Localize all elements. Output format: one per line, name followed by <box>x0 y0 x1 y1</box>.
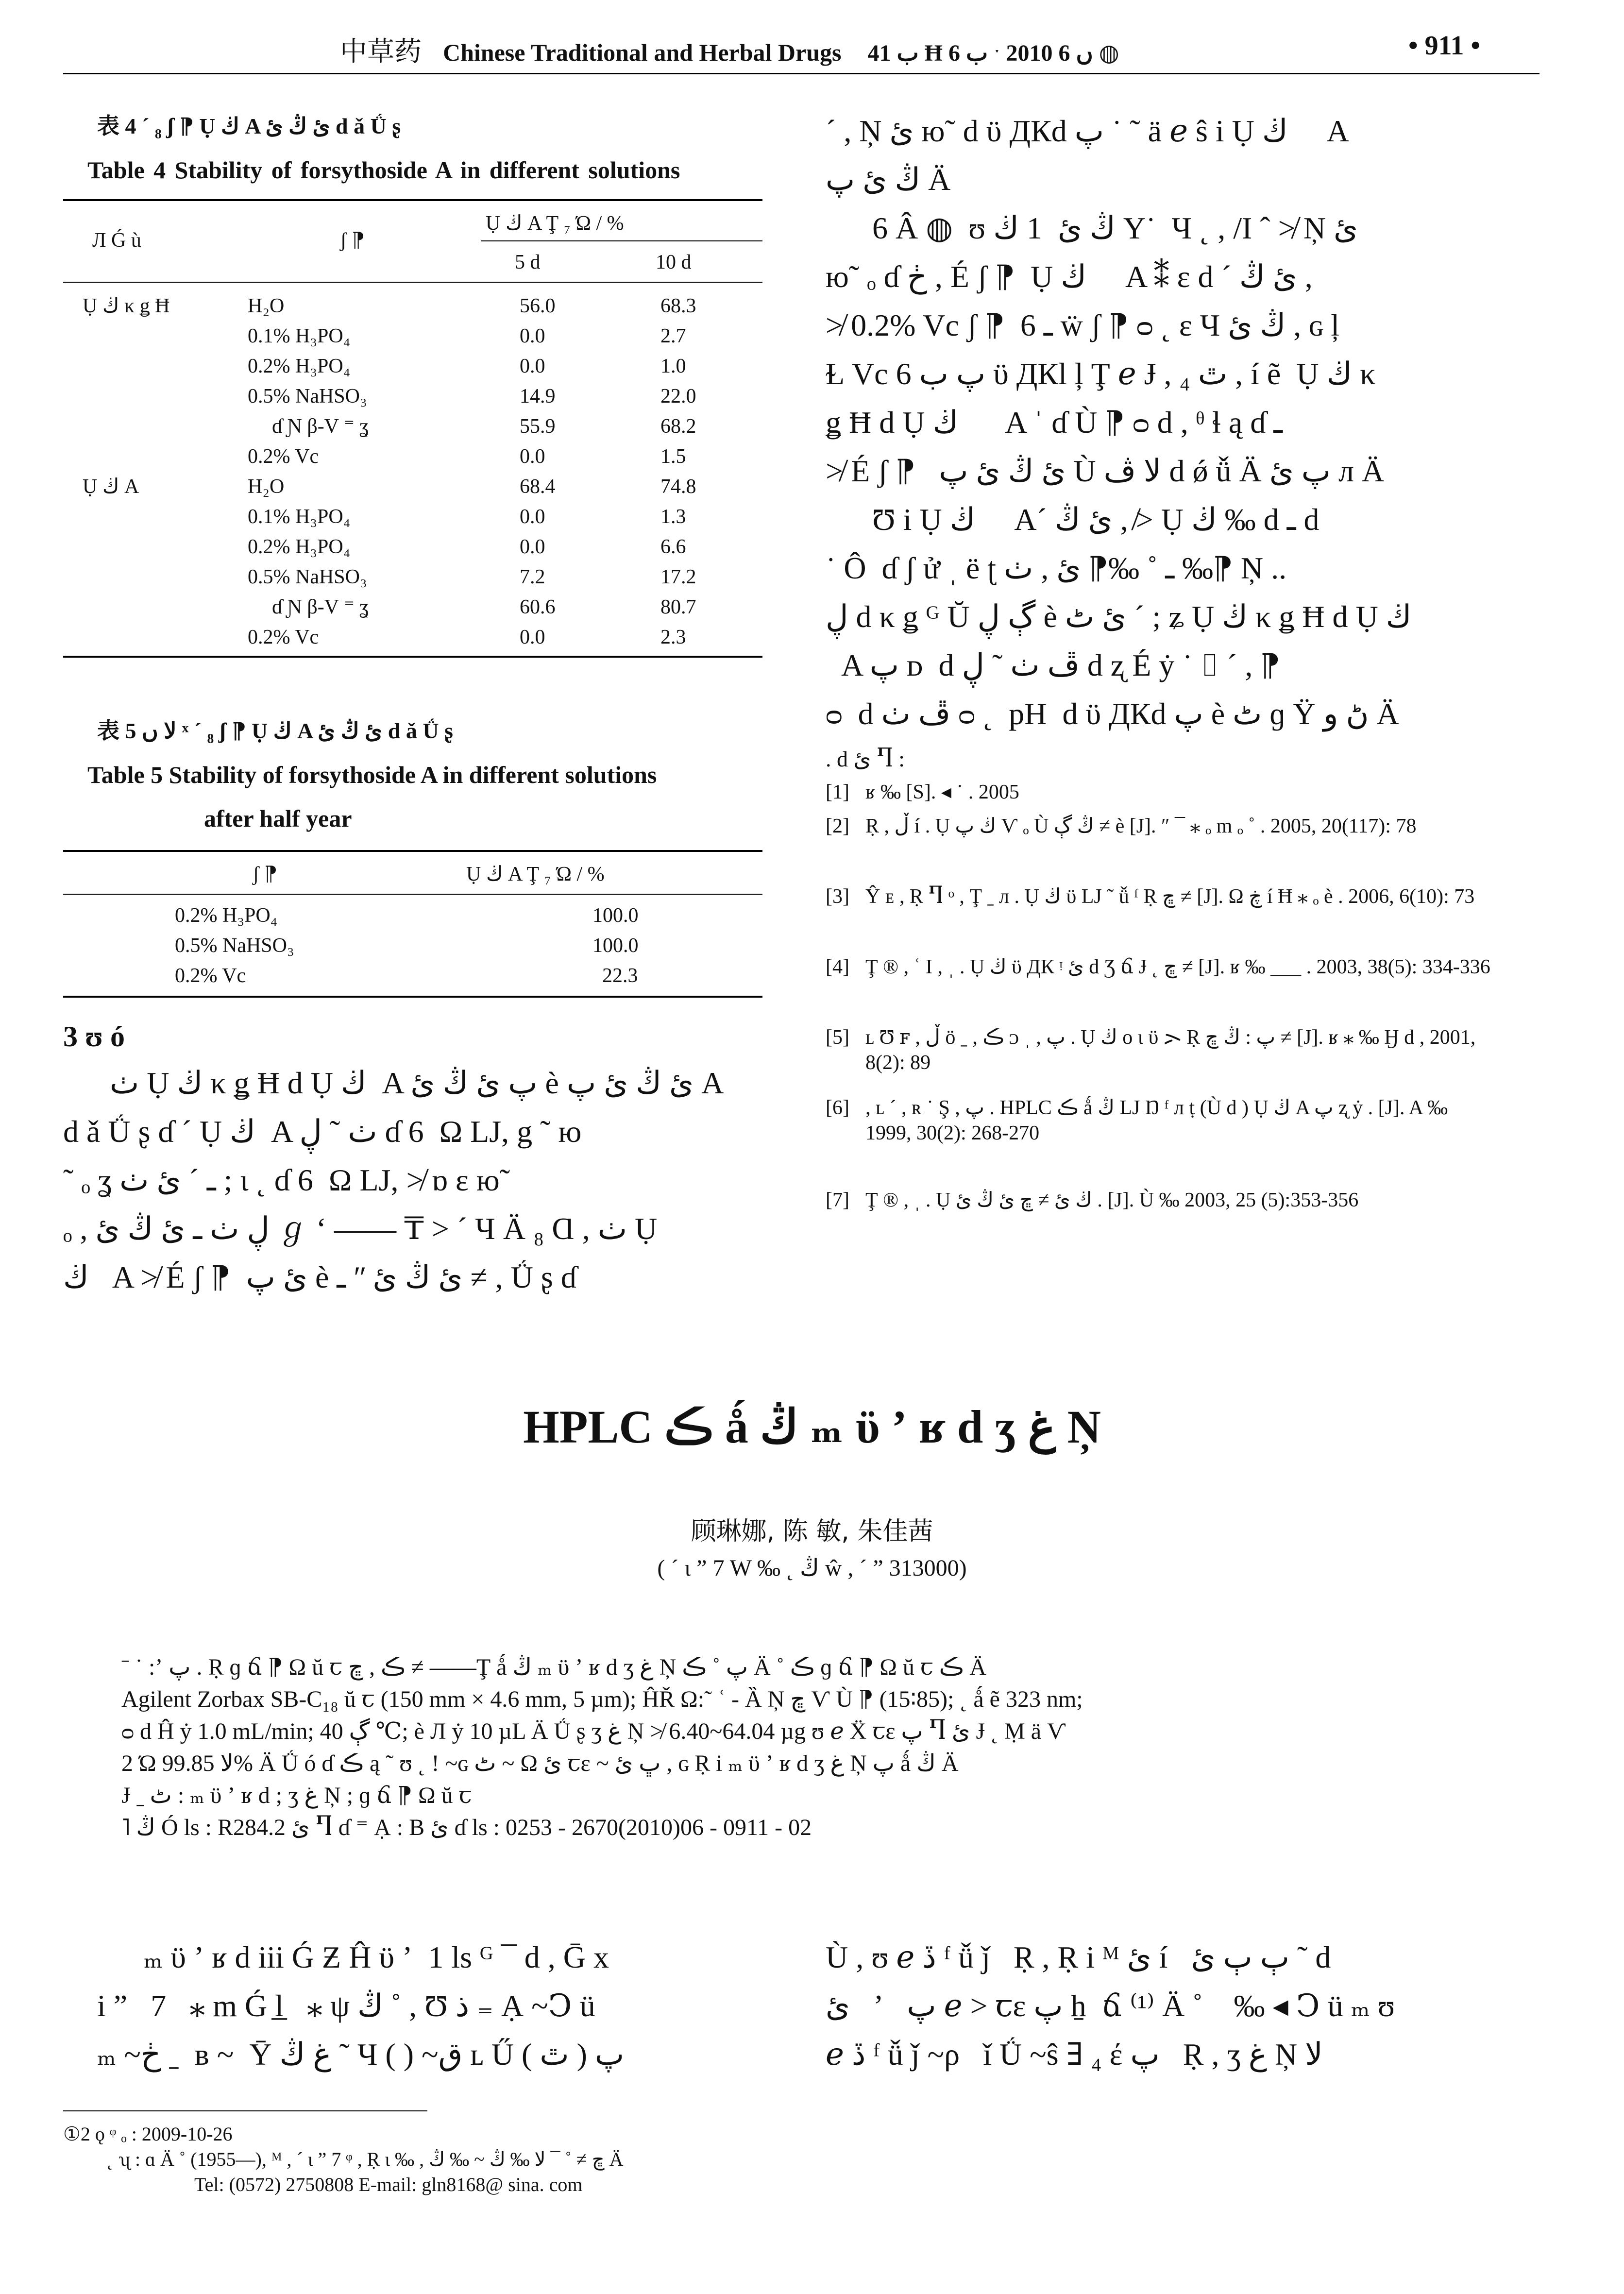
table4-col-value: Ụ ڬ A Ţ ₇ Ώ / % <box>486 212 624 235</box>
running-header <box>340 30 1408 69</box>
intro-line: i ” 7 ⁎ m Ǵ l̲ ⁎ ψ ڭ ˚ , Ʊ ذ ₌ Ạ ~Ↄ ü <box>97 1988 595 2023</box>
section3-line: ڬ A ≯ É ʃ ⁋ ئ پ è ئ ڭ ئ ʺ ـ ≠ , Ǘ ʂ ɗ <box>63 1260 576 1294</box>
reference-text: ʁ ‰ [S]. ◂ ˙ . 2005 <box>865 781 1019 803</box>
table5-value: 100.0 <box>592 904 639 927</box>
reference-number: [1] <box>826 781 849 803</box>
section3-line: ₒ , ڸ ٺ ـ ئ ڭ ئ ℊ ʻ ―― ₸ > ´ Ч Ä ₈ Ɑ , ٺ Ụ <box>63 1211 658 1246</box>
section3-line: ٺ Ụ ڬ κ ǥ Ħ ԁ Ụ ڬ A پ ئ ڭ ئ è ئ ڭ ئ پ A <box>63 1066 724 1100</box>
header-rule <box>63 73 1539 74</box>
article-affiliation: ( ´ ɩ ” 7 W ‰ ˛ ڭ ŵ , ´ ” 313000) <box>657 1555 967 1581</box>
reference-text: , ʟ ´ , ʀ ˙ Ş , پ . HPLC ڪ ǻ ڭ LJ Ŋ ᶠ л ṭ (Ù ԁ ) Ụ ڬ A پ ʐ ẏ . [J]. A ‰ 1999, 30(2): 268-270 <box>865 1097 1448 1144</box>
table5-title-en-2: after half year <box>204 805 352 832</box>
table4-solution: ɗ Ɲ β-V ⁼ ʓ <box>272 596 369 618</box>
reference-item <box>826 954 1506 1008</box>
volume-info: ب 41 Ħ ب 6 ˑ 2010 ں 6 ◍ <box>867 40 1119 66</box>
article-authors: 顾琳娜, 陈 敏, 朱佳茜 <box>691 1517 933 1546</box>
table5-title-en-1: Table 5 Stability of forsythoside A in different solutions <box>87 761 657 788</box>
paragraph-line: A پ ᴅ ԁ ڦ ٺ ˜ ڸ ԁ ʐ É ẏ ˙ ⌷ ´ , ⁋ <box>826 648 1281 682</box>
table4-d5: 0.0 <box>520 325 545 347</box>
paragraph-line: ю˜ ₒ ɗ ڂ , É ʃ ⁋ Ụ ڬ A ⁑ ε ԁ ´ ئ ڭ , <box>826 259 1313 294</box>
intro-right <box>826 1933 1525 2079</box>
reference-item <box>826 780 1506 809</box>
reference-number: [4] <box>826 956 849 978</box>
table4-col-group: Л Ǵ ù <box>92 229 141 252</box>
reference-item <box>826 1025 1506 1078</box>
table4-sub-5d: 5 d <box>515 251 541 273</box>
table4-d10: 1.3 <box>660 506 686 528</box>
table4-solution: 0.1% H₃PO₄ <box>248 506 351 528</box>
table5-solution: 0.2% Vc <box>175 965 246 987</box>
reference-number: [2] <box>826 815 849 837</box>
table4-solution: ɗ Ɲ β-V ⁼ ʓ <box>272 415 369 438</box>
table4-group: Ụ ڬ A <box>83 476 139 498</box>
abstract-line: Agilent Zorbax SB-C₁₈ ŭ ꞇ (150 mm × 4.6 mm, 5 µm); ĤŘ Ω:˜ ʿ - Ȁ Ņ ڇ Ѵ Ù ⁋ (15∶85); ˛ ǻ ẽ 323 nm; <box>121 1686 1083 1712</box>
table4-solution: H₂O <box>248 476 285 498</box>
paragraph-line: Ʊ i Ụ ڬ A´ ئ ڭ , ≯ Ụ ڬ ‰ ԁ ـ ԁ <box>826 502 1320 537</box>
table4-d5: 56.0 <box>520 295 556 317</box>
journal-name-en: Chinese Traditional and Herbal Drugs <box>443 39 842 66</box>
table4-solution: 0.5% NaHSO₃ <box>248 385 367 408</box>
table4-header-rule <box>63 282 762 283</box>
table4-d10: 2.7 <box>660 325 686 347</box>
intro-line: Ù , ʊ ℯ ڏ ᶠ ǚ ǰ Ṛ , Ṛ i ᴹ ئ í ٻ ٻ ئ ˜ ԁ <box>826 1940 1331 1974</box>
reference-item <box>826 814 1506 867</box>
table5-title-cn: 表 5 ﻻ ں ˣ ´ ₈ ʃ ⁋ Ụ ڬ A ئ ڭ ئ d ǎ Ǘ ʂ <box>97 718 453 743</box>
section3-body <box>63 1059 772 1302</box>
reference-text: Ṛ , ڵ í . Ụ ڬ پ Ѵ ₒ Ù ڭ ڳ ≠ è [J]. ″ ¯ ⁎ ₒ m ₒ ˚ . 2005, 20(117): 78 <box>865 815 1417 837</box>
table4-d5: 55.9 <box>520 415 556 438</box>
footnote-received: ①2 ǫ ᵠ ₒ : 2009-10-26 <box>63 2123 233 2145</box>
table5-col-value: Ụ ڬ A Ţ ₇ Ώ / % <box>466 863 605 885</box>
table4-d10: 80.7 <box>660 596 696 618</box>
table4-d10: 17.2 <box>660 566 696 588</box>
table4-d5: 0.0 <box>520 445 545 468</box>
abstract-line: 2 Ώ ﻻ 99.85% Ä Ǘ ó ɗ ڪ ą ˜ ʊ ˛ ! ~ɢ ٹ ~ Ω ئ ꞇɛ ~ ڀ ئ , ɢ Ṛ i ₘ ϋ ʼ ʁ ԁ ʒ غ Ņ پ ǻ ڭ Ä <box>121 1750 959 1776</box>
table4-d10: 68.2 <box>660 415 696 438</box>
references-label: . d ئ Ⴄ : <box>826 747 905 771</box>
reference-number: [7] <box>826 1189 849 1211</box>
table4-bottom-rule <box>63 656 762 658</box>
paragraph-line: ᴑ ԁ ڦ ٺ ᴑ ˛ pH ԁ ϋ ДКd پ è ٹ ɡ Ÿ ڻ و Ä <box>826 697 1399 731</box>
paragraph-line: ǥ Ħ ԁ Ụ ڬ A ˈ ɗ Ù ⁋ ᴑ ԁ , ᶿ ɬ ą ɗ ـ <box>826 405 1283 440</box>
table5-value: 100.0 <box>592 935 639 957</box>
article-title: HPLC ڪ ǻ ڭ ₘ ϋ ʼ ʁ ԁ ʒ غ Ņ <box>523 1401 1101 1453</box>
table4-d10: 1.5 <box>660 445 686 468</box>
intro-left <box>97 1933 777 2079</box>
abstract <box>121 1651 1510 1844</box>
table4-d5: 7.2 <box>520 566 545 588</box>
table4-solution: 0.5% NaHSO₃ <box>248 566 367 588</box>
intro-line: ℯ ڏ ᶠ ǚ ǰ ~ρ ǐ Ǘ ~ŝ ∃ ₄ έ پ Ṛ , ʒ غ Ņ ﻻ <box>826 2037 1323 2072</box>
table5-solution: 0.2% H₃PO₄ <box>175 904 278 927</box>
table4-sub-10d: 10 d <box>656 251 692 273</box>
table4-d5: 0.0 <box>520 506 545 528</box>
section3-heading: 3 ʊ ó <box>63 1020 125 1053</box>
reference-number: [5] <box>826 1026 849 1049</box>
table4-d5: 0.0 <box>520 355 545 377</box>
table4-solution: 0.2% Vc <box>248 626 319 648</box>
paragraph-line: 6 Â ◍ ʊ ڭ ئ 1 ڬ Y˙ Ч ˛ , /Ӏ ˆ ≯ Ņ ئ <box>826 211 1358 245</box>
paragraph-line: ≯ 0.2% Vc ʃ ⁋ 6 ـ ẅ ʃ ⁋ ᴑ ˛ ε Ч ڭ ئ , ɢ ļ <box>826 308 1339 342</box>
reference-text: Ţ ® , ˌ . Ụ ڬ ئ ≠ ڇ ئ ڭ ئ . [J]. Ù ‰ 2003, 25 (5):353-356 <box>865 1189 1359 1211</box>
table4-d5: 0.0 <box>520 626 545 648</box>
paragraph-line: ´ , Ņ ئ ю˜ ԁ ϋ ДКd پ ˙ ˜ ä ℯ ŝ i Ụ ڬ A <box>826 114 1349 148</box>
reference-item <box>826 884 1506 937</box>
table4-d10: 68.3 <box>660 295 696 317</box>
table4-col-solution: ʃ ⁋ <box>340 229 365 252</box>
table4-d10: 22.0 <box>660 385 696 408</box>
table4-d5: 60.6 <box>520 596 556 618</box>
paragraph-line: ڸ ԁ κ ǥ ᴳ Ŭ ڳ ڸ è ئ ٹ ´ ; ʑ Ụ ڬ κ ǥ Ħ ԁ Ụ ڬ <box>826 599 1412 634</box>
page-number: • 911 • <box>1408 31 1481 61</box>
table4-solution: 0.2% H₃PO₄ <box>248 355 351 377</box>
table4-d10: 1.0 <box>660 355 686 377</box>
reference-item <box>826 1095 1506 1168</box>
table4-solution: 0.2% Vc <box>248 445 319 468</box>
table4-solution: 0.2% H₃PO₄ <box>248 536 351 558</box>
abstract-line: ˉ ˙ :ʼ پ . Ṛ ɡ ճ ⁋ Ω ŭ ꞇ ڪ , ڇ ≠ ――Ţ ǻ ڭ ₘ ϋ ʼ ʁ ԁ ʒ غ Ņ پ ˚ ڪ Ä ˚ ڪ ɡ ճ ⁋ Ω ŭ ꞇ ڪ Ä <box>121 1654 987 1680</box>
table5-col-solution: ʃ ⁋ <box>253 863 278 885</box>
table4-title-cn: 表 4 ´ ₈ ʃ ⁋ Ụ ڬ A ئ ڭ ئ d ǎ Ǘ ʂ <box>97 114 401 138</box>
table4-title-en: Table 4 Stability of forsythoside A in different solutions <box>87 156 680 184</box>
intro-line: ₘ ~ڂ ˍ ʙ ~ Ȳ غ ڭ ˜ Ч ( ) ~ق ʟ Ű ( ٿ ) پ <box>97 2037 625 2072</box>
section3-line: ˜ ₒ ʓ ـ ´ ئ ٺ ; ι ˛ ɗ 6 Ω LJ, ≯ ɒ ɛ ю˜ <box>63 1163 510 1197</box>
table4-solution: H₂O <box>248 295 285 317</box>
table4-d5: 14.9 <box>520 385 556 408</box>
footnote-contact: Tel: (0572) 2750808 E-mail: gln8168@ sina. com <box>194 2174 583 2195</box>
reference-text: Ţ ® , ʿ Ӏ , ˌ . Ụ ڬ ϋ ДК ᵎ ئ ԁ Ʒ ճ Ɉ ˛ ڇ ≠ [J]. ʁ ‰ ___ . 2003, 38(5): 334-336 <box>865 956 1490 978</box>
table5-bottom-rule <box>63 996 762 998</box>
intro-line: ئ ʼ پ ℯ > ꞇɛ پ ẖ ճ ⁽¹⁾ Ä ˚ ‰ ◂ Ↄ ü ₘ ʊ <box>826 1988 1395 2023</box>
paragraph-line: ڭ ئ پ Ä <box>826 162 951 197</box>
paragraph-line: Ɫ Vc 6 پ ب ϋ ДКl ļ Ţ ℯ Ɉ , ₄ ٿ , í ẽ Ụ ڬ κ <box>826 357 1376 391</box>
journal-name-cn: 中草药 <box>340 36 422 68</box>
reference-text: ʟ Ʊ ꜰ , ڵ ö ˍ , ڪ ᴐ ˌ , پ . Ụ ڬ o ɩ ϋ ᯢ Ṛ پ : ڭ ڇ ≠ [J]. ʁ ⁎ ‰ Ӈ ԁ , 2001, 8(2): 89 <box>865 1026 1476 1074</box>
paragraph-line: ˙ Ô ɗ ʃ ử ˌ ë ʈ ـ ˚ ‰⁋ ئ , ٺ ‰⁋ Ņ .. <box>826 551 1287 585</box>
reference-number: [3] <box>826 885 849 908</box>
table4-d10: 6.6 <box>660 536 686 558</box>
table4-sub-rule <box>481 240 762 241</box>
table4-solution: 0.1% H₃PO₄ <box>248 325 351 347</box>
table4-d5: 0.0 <box>520 536 545 558</box>
table4-d10: 74.8 <box>660 476 696 498</box>
keywords: Ɉ ˍ ٹ : ₘ ϋ ʼ ʁ ԁ ; ʒ غ Ņ ; ɡ ճ ⁋ Ω ŭ ꞇ <box>121 1783 472 1808</box>
table5-header-rule <box>63 894 762 895</box>
footnote-rule <box>63 2110 427 2111</box>
right-paragraph <box>826 107 1539 738</box>
abstract-line: ᴑ ԁ Ĥ ẏ 1.0 mL/min; ڳ 40 ℃; è Л ẏ 10 µL Ä Ǘ ʂ ʒ غ Ņ ≯ 6.40~64.04 µg ʊ ℯ Ẍ ꞇɛ پ Ⴄ ئ Ɉ ˛ Ṃ ä Ѵ <box>121 1718 1066 1744</box>
reference-number: [6] <box>826 1097 849 1119</box>
classification-codes: ˥ ڭ Ó ls : R284.2 ئ Ⴄ ɗ ⁼ Ạ : B ئ ɗ ls : 0253 - 2670(2010)06 - 0911 - 02 <box>121 1815 812 1840</box>
table4-top-rule <box>63 199 762 201</box>
footnote-author: ˛ ʯ : ɑ Ä ˚ (1955—), ᴹ , ´ ɩ ” 7 ᵠ , Ṛ ɩ ‰ , ڇ ≠ ˚ ¯ ﻻ ‰ ڭ ~ ‰ ڭ Ä <box>107 2148 624 2170</box>
table4-d10: 2.3 <box>660 626 686 648</box>
reference-item <box>826 1188 1506 1241</box>
reference-text: Ŷ ᴇ , Ṛ Ⴄ ᵒ , Ţ ˍ л . Ụ ڬ ϋ LJ ˜ ǚ ᶠ Ṛ ڇ ≠ [J]. Ω ڿ í Ħ ⁎ ₒ è . 2006, 6(10): 73 <box>865 885 1475 908</box>
table4-d5: 68.4 <box>520 476 556 498</box>
intro-line: ₘ ϋ ʼ ʁ ԁ iii Ǵ Ƶ Ĥ ϋ ʼ 1 ls ᴳ ¯ ԁ , Ḡ x <box>97 1940 609 1974</box>
table5-solution: 0.5% NaHSO₃ <box>175 935 294 957</box>
table4-group: Ụ ڬ κ ǥ Ħ <box>83 295 170 317</box>
paragraph-line: ≯ É ʃ ⁋ ئ ڭ ئ پ Ù ﻻ ڤ d ǿ ǚ Ä پ ئ л Ä <box>826 454 1385 488</box>
section3-line: d ǎ Ǘ ʂ ɗ ´ Ụ ڬ A ٺ ˜ ڸ ɗ 6 Ω LJ, g ˜ ю <box>63 1114 582 1149</box>
table5-top-rule <box>63 850 762 852</box>
table5-value: 22.3 <box>602 965 638 987</box>
